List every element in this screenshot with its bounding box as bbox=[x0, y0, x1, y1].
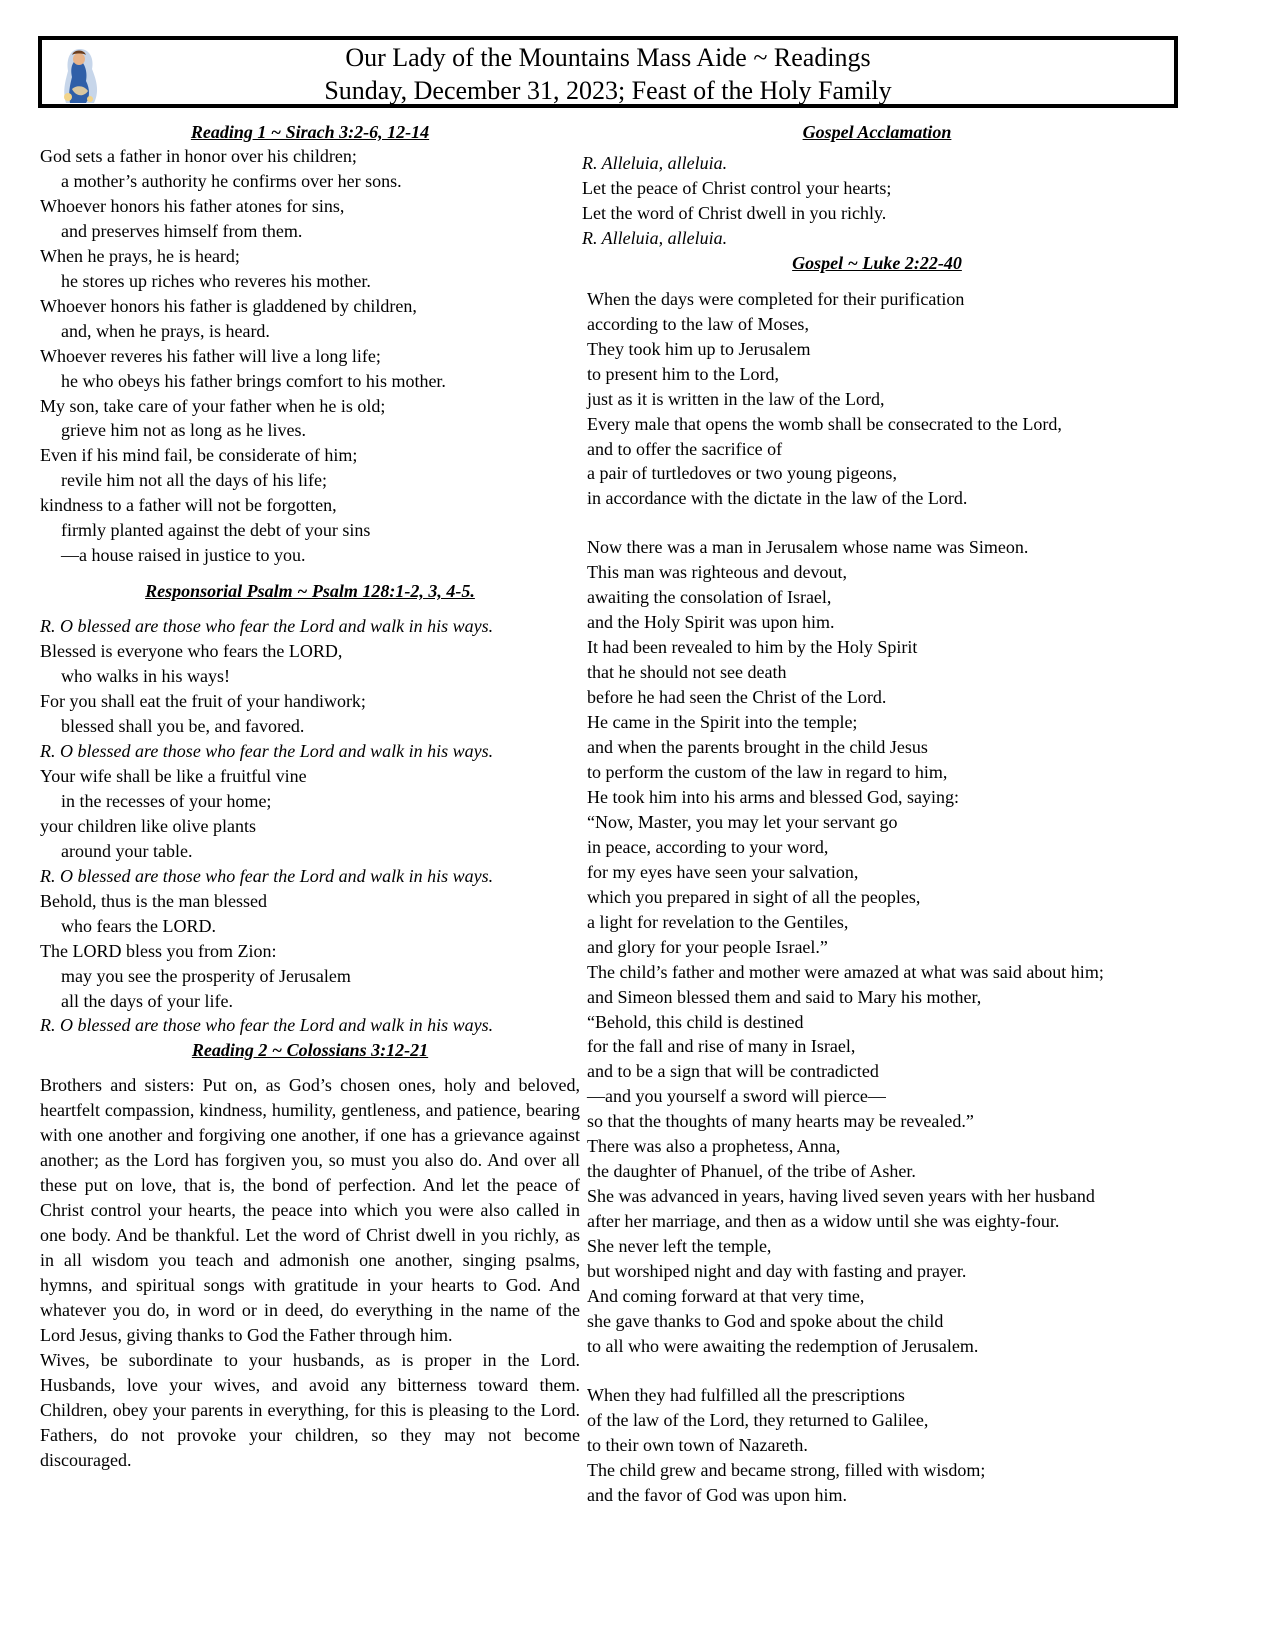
psalm-line: blessed shall you be, and favored. bbox=[61, 716, 305, 737]
psalm-line: who fears the LORD. bbox=[61, 915, 216, 936]
reading2-paragraph-1: Brothers and sisters: Put on, as God’s chosen ones, holy and beloved, heartfelt compassion, kindness, humility, gentleness, and patience, bearing with one another and forgiving one another, if one has a grievance against another; as the Lord has forgiven you, so must you also do. And over all these put on love, that is, the bond of perfection. And let the peace of Christ control your hearts, the peace into which you were also called in one body. And be thankful. Let the word of Christ dwell in you richly, as in all wisdom you teach and admonish one another, singing psalms, hymns, and spiritual songs with gratitude in your hearts to God. And whatever you do, in word or in deed, do everything in the name of the Lord Jesus, giving thanks to God the Father through him. bbox=[40, 1075, 580, 1345]
gospel-line: according to the law of Moses, bbox=[587, 313, 809, 334]
gospel-line: They took him up to Jerusalem bbox=[587, 338, 811, 359]
reading2-paragraph-2: Wives, be subordinate to your husbands, as is proper in the Lord. Husbands, love your wives, and avoid any bitterness toward them. Children, obey your parents in everything, for this is pleasing to the Lord. Fathers, do not provoke your children, so they may not become discouraged. bbox=[40, 1349, 580, 1470]
gospel-line: There was also a prophetess, Anna, bbox=[587, 1136, 841, 1157]
psalm-line: R. O blessed are those who fear the Lord and walk in his ways. bbox=[40, 616, 494, 637]
acclamation-line: Let the word of Christ dwell in you richly. bbox=[582, 202, 887, 223]
gospel-line: “Behold, this child is destined bbox=[587, 1011, 804, 1032]
gospel-stanza-1 bbox=[587, 287, 1242, 512]
psalm-line: R. O blessed are those who fear the Lord and walk in his ways. bbox=[40, 865, 494, 886]
gospel-line: a light for revelation to the Gentiles, bbox=[587, 911, 849, 932]
psalm-line: R. O blessed are those who fear the Lord and walk in his ways. bbox=[40, 1015, 494, 1036]
gospel-line: She was advanced in years, having lived seven years with her husband bbox=[587, 1186, 1095, 1207]
psalm-line: The LORD bless you from Zion: bbox=[40, 940, 277, 961]
gospel-line: but worshiped night and day with fasting and prayer. bbox=[587, 1261, 967, 1282]
reading1-line: and, when he prays, is heard. bbox=[61, 320, 270, 341]
psalm-line: Your wife shall be like a fruitful vine bbox=[40, 765, 307, 786]
gospel-line: and to be a sign that will be contradicted bbox=[587, 1061, 879, 1082]
gospel-line: so that the thoughts of many hearts may be revealed.” bbox=[587, 1111, 974, 1132]
psalm-line: in the recesses of your home; bbox=[61, 790, 272, 811]
reading1-text bbox=[40, 144, 580, 568]
psalm-line: Blessed is everyone who fears the LORD, bbox=[40, 641, 343, 662]
acclamation-heading: Gospel Acclamation bbox=[802, 122, 952, 142]
gospel-line: She never left the temple, bbox=[587, 1236, 772, 1257]
acclamation-line: R. Alleluia, alleluia. bbox=[582, 227, 728, 248]
reading1-line: Whoever reveres his father will live a long life; bbox=[40, 345, 381, 366]
reading1-line: Whoever honors his father is gladdened by children, bbox=[40, 295, 417, 316]
reading1-line: firmly planted against the debt of your sins bbox=[61, 520, 371, 541]
psalm-line: who walks in his ways! bbox=[61, 666, 230, 687]
reading1-line: revile him not all the days of his life; bbox=[61, 470, 327, 491]
gospel-line: He took him into his arms and blessed God, saying: bbox=[587, 786, 959, 807]
gospel-line: and the Holy Spirit was upon him. bbox=[587, 612, 835, 633]
gospel-line: for the fall and rise of many in Israel, bbox=[587, 1036, 856, 1057]
gospel-line: He came in the Spirit into the temple; bbox=[587, 712, 858, 733]
psalm-line: around your table. bbox=[61, 840, 193, 861]
acclamation-text bbox=[582, 151, 1242, 251]
psalm-text bbox=[40, 614, 580, 1038]
gospel-stanza-3 bbox=[587, 1383, 1242, 1508]
reading1-line: My son, take care of your father when he is old; bbox=[40, 395, 386, 416]
page-header bbox=[38, 36, 1178, 108]
gospel-stanza-2 bbox=[587, 535, 1242, 1358]
gospel-line: “Now, Master, you may let your servant go bbox=[587, 811, 898, 832]
reading1-line: grieve him not as long as he lives. bbox=[61, 420, 306, 441]
gospel-line: to present him to the Lord, bbox=[587, 363, 779, 384]
reading1-line: Whoever honors his father atones for sins, bbox=[40, 195, 345, 216]
gospel-line: to their own town of Nazareth. bbox=[587, 1434, 808, 1455]
left-column bbox=[40, 120, 580, 1473]
psalm-heading: Responsorial Psalm ~ Psalm 128:1-2, 3, 4-5. bbox=[145, 581, 475, 602]
gospel-line: and when the parents brought in the child Jesus bbox=[587, 737, 928, 758]
gospel-line: before he had seen the Christ of the Lord. bbox=[587, 687, 887, 708]
psalm-line: Behold, thus is the man blessed bbox=[40, 890, 267, 911]
gospel-line: and the favor of God was upon him. bbox=[587, 1484, 847, 1505]
header-title: Our Lady of the Mountains Mass Aide ~ Readings bbox=[345, 43, 871, 72]
gospel-line: that he should not see death bbox=[587, 662, 787, 683]
psalm-line: R. O blessed are those who fear the Lord and walk in his ways. bbox=[40, 740, 494, 761]
gospel-line: just as it is written in the law of the Lord, bbox=[587, 388, 885, 409]
gospel-line: —and you yourself a sword will pierce— bbox=[587, 1086, 886, 1107]
right-column bbox=[582, 120, 1242, 1508]
gospel-line: The child’s father and mother were amazed at what was said about him; bbox=[587, 961, 1104, 982]
gospel-line: When the days were completed for their purification bbox=[587, 288, 965, 309]
reading1-line: Even if his mind fail, be considerate of him; bbox=[40, 445, 358, 466]
gospel-line: And coming forward at that very time, bbox=[587, 1285, 865, 1306]
gospel-line: which you prepared in sight of all the peoples, bbox=[587, 886, 921, 907]
reading1-line: and preserves himself from them. bbox=[61, 220, 303, 241]
reading1-line: a mother’s authority he confirms over her sons. bbox=[61, 170, 402, 191]
reading1-line: kindness to a father will not be forgotten, bbox=[40, 495, 337, 516]
gospel-line: she gave thanks to God and spoke about the child bbox=[587, 1310, 944, 1331]
gospel-line: to all who were awaiting the redemption of Jerusalem. bbox=[587, 1335, 979, 1356]
gospel-line: in peace, according to your word, bbox=[587, 836, 829, 857]
gospel-line: the daughter of Phanuel, of the tribe of Asher. bbox=[587, 1161, 916, 1182]
gospel-line: after her marriage, and then as a widow until she was eighty-four. bbox=[587, 1211, 1060, 1232]
gospel-line: in accordance with the dictate in the law of the Lord. bbox=[587, 488, 968, 509]
header-subtitle: Sunday, December 31, 2023; Feast of the Holy Family bbox=[324, 76, 892, 105]
gospel-heading: Gospel ~ Luke 2:22-40 bbox=[792, 252, 962, 273]
gospel-line: to perform the custom of the law in regard to him, bbox=[587, 761, 948, 782]
gospel-line: When they had fulfilled all the prescriptions bbox=[587, 1384, 905, 1405]
reading1-line: When he prays, he is heard; bbox=[40, 245, 240, 266]
gospel-line: Now there was a man in Jerusalem whose name was Simeon. bbox=[587, 537, 1029, 558]
gospel-line: and to offer the sacrifice of bbox=[587, 438, 783, 459]
reading1-line: —a house raised in justice to you. bbox=[61, 545, 306, 566]
reading2-heading: Reading 2 ~ Colossians 3:12-21 bbox=[191, 1040, 429, 1061]
gospel-line: a pair of turtledoves or two young pigeons, bbox=[587, 463, 897, 484]
psalm-line: your children like olive plants bbox=[40, 815, 256, 836]
reading1-line: he who obeys his father brings comfort to his mother. bbox=[61, 370, 446, 391]
gospel-line: awaiting the consolation of Israel, bbox=[587, 587, 832, 608]
acclamation-line: Let the peace of Christ control your hearts; bbox=[582, 177, 892, 198]
gospel-line: Every male that opens the womb shall be consecrated to the Lord, bbox=[587, 413, 1062, 434]
gospel-line: It had been revealed to him by the Holy Spirit bbox=[587, 637, 918, 658]
reading1-line: he stores up riches who reveres his mother. bbox=[61, 270, 371, 291]
gospel-line: of the law of the Lord, they returned to Galilee, bbox=[587, 1409, 929, 1430]
reading1-heading: Reading 1 ~ Sirach 3:2-6, 12-14 bbox=[190, 122, 430, 142]
psalm-line: all the days of your life. bbox=[61, 990, 233, 1011]
gospel-line: The child grew and became strong, filled with wisdom; bbox=[587, 1459, 986, 1480]
gospel-line: This man was righteous and devout, bbox=[587, 562, 847, 583]
psalm-line: may you see the prosperity of Jerusalem bbox=[61, 965, 351, 986]
gospel-text bbox=[582, 287, 1242, 1508]
psalm-line: For you shall eat the fruit of your handiwork; bbox=[40, 691, 366, 712]
gospel-line: for my eyes have seen your salvation, bbox=[587, 861, 859, 882]
reading1-line: God sets a father in honor over his children; bbox=[40, 146, 357, 166]
acclamation-line: R. Alleluia, alleluia. bbox=[582, 153, 728, 173]
gospel-line: and Simeon blessed them and said to Mary his mother, bbox=[587, 986, 982, 1007]
gospel-line: and glory for your people Israel.” bbox=[587, 936, 828, 957]
